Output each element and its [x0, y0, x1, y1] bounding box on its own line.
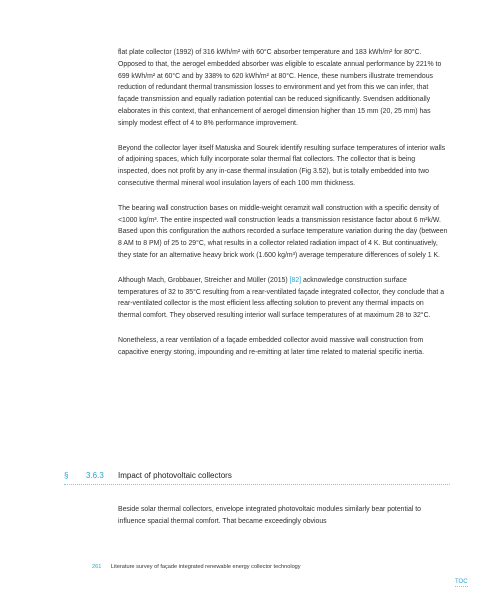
paragraph: The bearing wall construction bases on middle-weight ceramzit wall construction with a specific density of <1000 kg/m³. The entire inspected wall construction leads a transmission resistance factor about 6 m²k/W. Based upon this configuration the authors recorded a surface temperature variation during the day (between 8 AM to 8 PM) of 25 to 29°C, what results in a collector related radiation impact of 4 K. But continuatively, they state for an alternative heavy brick work (1.600 kg/m³) average temperature differences of solely 1 K.: [118, 204, 448, 259]
paragraph-text: acknowledge construction surface temperatures of 32 to 35°C resulting from a rear-ventilated façade integrated collector, they conclude that a rear-ventilated collector is the most efficient less affecting solution to prevent any thermal impacts on thermal comfort. They observed resulting interior wall surface temperatures of at maximum 28 to 32°C.: [118, 276, 445, 320]
citation-link[interactable]: [82]: [289, 276, 302, 284]
paragraph-text: Although Mach, Grobbauer, Streicher and Müller (2015): [118, 276, 290, 284]
body-text-bottom: [118, 504, 448, 541]
page-footer: [92, 564, 301, 570]
body-text-top: [118, 47, 448, 372]
running-title: Literature survey of façade integrated renewable energy collector technology: [110, 564, 301, 570]
paragraph: Nonetheless, a rear ventilation of a façade embedded collector avoid massive wall construction from capacitive energy storing, impounding and re-emitting at later time related to material specific inertia.: [118, 336, 425, 356]
section-title: Impact of photovoltaic collectors: [118, 471, 232, 480]
paragraph: [118, 275, 448, 322]
paragraph: Beside solar thermal collectors, envelope integrated photovoltaic modules similarly bear potential to influence spacial thermal comfort. That became exceedingly obvious: [118, 506, 421, 525]
section-symbol: §: [64, 471, 69, 480]
section-heading: [64, 470, 450, 485]
section-number: 3.6.3: [86, 471, 104, 480]
paragraph: Beyond the collector layer itself Matuska and Sourek identify resulting surface temperatures of interior walls of adjoining spaces, which fully incorporate solar thermal flat collectors. The collector that is being inspected, does not profit by any in-case thermal insulation (Fig 3.52), but is totally embedded into two consecutive thermal mineral wool insulation layers of each 100 mm thickness.: [118, 144, 446, 187]
paragraph: flat plate collector (1992) of 316 kWh/m² with 60°C absorber temperature and 183 kWh/m² for 80°C. Opposed to that, the aerogel embedded absorber was eligible to escalate annual performance by 221% to 699 kWh/m² at 60°C and by 338% to 620 kWh/m² at 80°C. Hence, these numbers illustrate tremendous reduction of redundant thermal transmission losses to environment and yet from this we can infer, that façade transmission and equally radiation potential can be reduced significantly. Svendsen additionally elaborates in this context, that enhancement of aerogel dimension higher than 15 mm (20, 25 mm) has simply modest effect of 4 to 8% performance improvement.: [118, 49, 442, 127]
toc-link[interactable]: TOC: [455, 579, 468, 585]
page-number: 261: [92, 564, 102, 570]
